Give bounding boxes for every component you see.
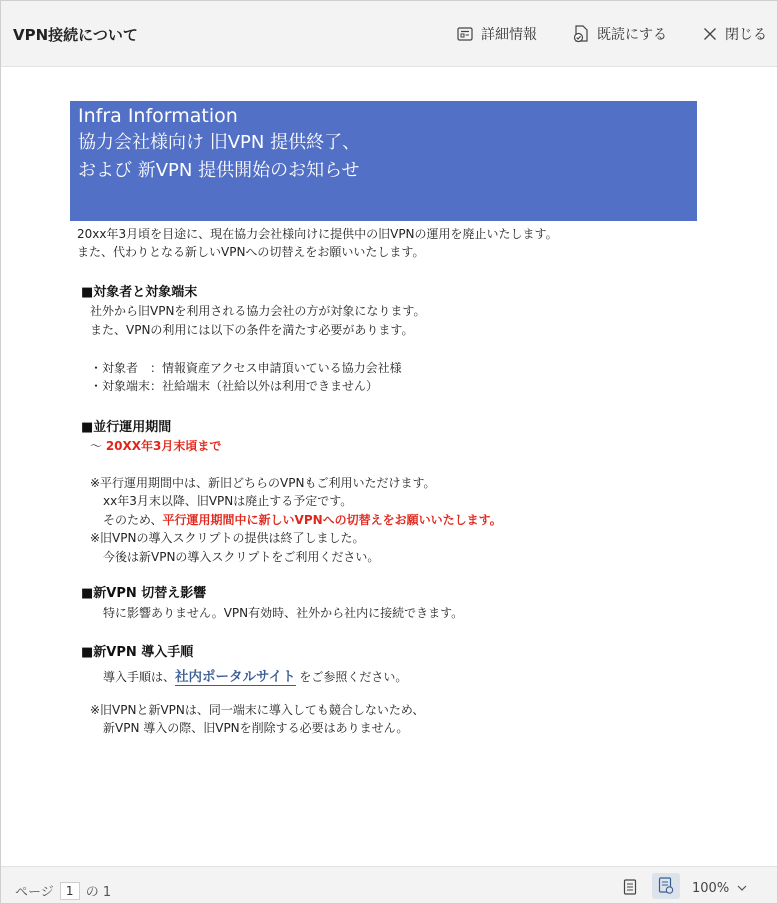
single-page-view-button[interactable] <box>618 876 642 898</box>
section-heading-setup: ■新VPN 導入手順 <box>81 645 194 660</box>
details-label: 詳細情報 <box>481 27 537 43</box>
document-icon <box>623 879 637 895</box>
period-note-3 <box>103 511 502 528</box>
period-note-4: ※旧VPNの導入スクリプトの提供は終了しました。 <box>90 531 365 545</box>
period-note-1: ※平行運用期間中は、新旧どちらのVPNもご利用いただけます。 <box>90 476 436 490</box>
target-line-1: 社外から旧VPNを利用される協力会社の方が対象になります。 <box>90 304 426 318</box>
page-indicator <box>15 881 111 900</box>
close-icon <box>703 27 717 41</box>
target-line-2: また、VPNの利用には以下の条件を満たす必要があります。 <box>90 323 414 337</box>
document-title: VPN接続について <box>13 26 138 44</box>
section-heading-target: ■対象者と対象端末 <box>81 285 198 300</box>
setup-line-1 <box>103 665 407 685</box>
target-bullet-2: ・対象端末：社給端末（社給以外は利用できません） <box>90 379 379 393</box>
setup-note-1: ※旧VPNと新VPNは、同一端末に導入しても競合しないため、 <box>90 703 425 717</box>
mark-read-label: 既読にする <box>597 27 667 43</box>
toolbar <box>1 1 777 67</box>
reading-view-icon <box>658 877 674 895</box>
section-heading-impact: ■新VPN 切替え影響 <box>81 586 207 601</box>
reading-view-button[interactable] <box>652 873 680 899</box>
mark-as-read-button[interactable] <box>573 23 667 45</box>
setup-note-2: 新VPN 導入の際、旧VPNを削除する必要はありません。 <box>103 721 409 735</box>
chevron-down-icon <box>737 885 747 892</box>
setup-prefix: 導入手順は、 <box>103 670 176 684</box>
document-page <box>2 68 776 866</box>
page-number-input[interactable]: 1 <box>60 882 80 900</box>
period-deadline: 20XX年3月末頃まで <box>105 439 222 453</box>
details-icon <box>457 27 473 41</box>
status-bar <box>1 866 777 903</box>
setup-suffix: をご参照ください。 <box>295 670 408 684</box>
period-note-5: 今後は新VPNの導入スクリプトをご利用ください。 <box>103 550 380 564</box>
page-total: の 1 <box>85 885 112 900</box>
banner-title-line1: 協力会社様向け 旧VPN 提供終了、 <box>78 132 361 153</box>
intro-line-1: 20xx年3月頃を目途に、現在協力会社様向けに提供中の旧VPNの運用を廃止いたします。 <box>77 227 558 241</box>
close-label: 閉じる <box>725 27 767 43</box>
title-banner <box>70 101 697 221</box>
details-button[interactable] <box>457 23 537 45</box>
impact-line-1: 特に影響ありません。VPN有効時、社外から社内に接続できます。 <box>103 606 464 620</box>
target-bullet-1: ・対象者 ：情報資産アクセス申請頂いている協力会社様 <box>90 361 402 375</box>
zoom-level: 100% <box>692 881 730 896</box>
banner-title-line2: および 新VPN 提供開始のお知らせ <box>78 160 360 181</box>
period-note-2: xx年3月末以降、旧VPNは廃止する予定です。 <box>103 494 353 508</box>
period-note-3-emphasis: 平行運用期間中に新しいVPNへの切替えをお願いいたします。 <box>162 513 502 527</box>
portal-site-link[interactable]: 社内ポータルサイト <box>175 669 296 685</box>
section-heading-period: ■並行運用期間 <box>81 420 172 435</box>
page-label: ページ <box>15 885 54 900</box>
intro-line-2: また、代わりとなる新しいVPNへの切替えをお願いいたします。 <box>77 245 425 259</box>
period-deadline-line <box>90 437 221 454</box>
mark-read-icon <box>573 25 589 43</box>
zoom-dropdown[interactable] <box>692 881 747 896</box>
period-note-3-prefix: そのため、 <box>103 513 163 527</box>
close-button[interactable] <box>703 23 767 45</box>
period-prefix: ～ <box>90 439 106 453</box>
banner-heading: Infra Information <box>78 105 238 127</box>
